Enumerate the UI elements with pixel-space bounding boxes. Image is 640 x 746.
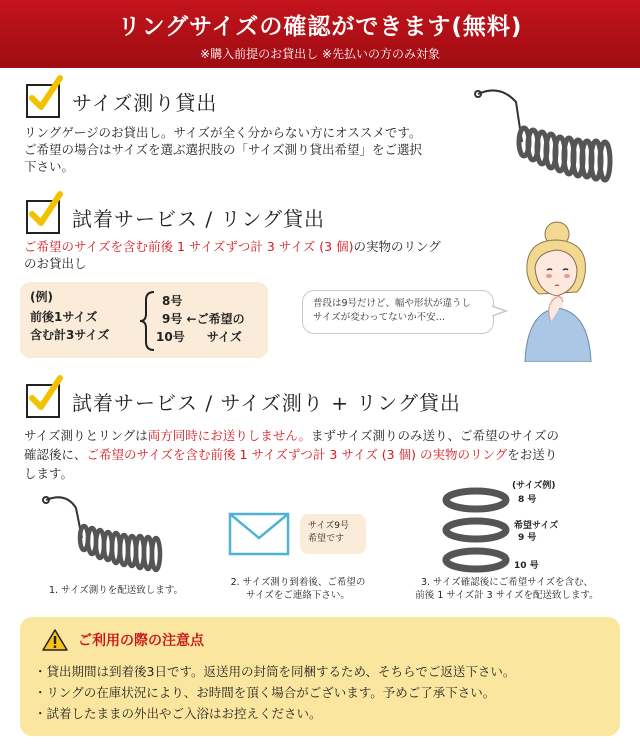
section2-body xyxy=(24,238,441,272)
section2-title: 試着サービス / リング貸出 xyxy=(72,206,326,231)
ring-gauge-small-illustration xyxy=(42,494,182,578)
example-left-line2: 含む計3サイズ xyxy=(30,328,110,342)
example-bottom-note: サイズ xyxy=(206,330,242,344)
note-line: サイズ9号 xyxy=(308,521,350,531)
checkbox-icon xyxy=(26,200,60,234)
section2-body-text: の実物のリング xyxy=(353,239,441,254)
example-label: (例) xyxy=(30,290,53,304)
notice-item: ・リングの在庫状況により、お時間を頂く場合がございます。予めご了承下さい。 xyxy=(34,685,496,700)
checkbox-icon xyxy=(26,84,60,118)
example-size-mid: 9号 xyxy=(162,312,183,326)
banner-subtitle: ※購入前提のお貸出し ※先払いの方のみ対象 xyxy=(200,47,440,61)
notice-item: ・貸出期間は到着後3日です。返送用の封筒を同梱するため、そちらでご返送下さい。 xyxy=(34,664,516,679)
section2-body-highlight: ご希望のサイズを含む前後 1 サイズずつ計 3 サイズ (3 個) xyxy=(24,239,354,254)
step3-line: 前後 1 サイズ計 3 サイズを配送致します。 xyxy=(415,590,599,601)
section3-highlight: 両方同時にお送りしません。 xyxy=(147,428,312,443)
bubble-line: 普段は9号だけど、幅や形状が違うし xyxy=(313,298,472,309)
notice-title: ご利用の際の注意点 xyxy=(78,633,204,649)
step2-caption xyxy=(214,576,382,602)
warning-icon xyxy=(42,629,68,651)
rings-mid-label: 希望サイズ xyxy=(514,521,559,531)
step2-line: サイズをご連絡下さい。 xyxy=(246,590,350,601)
section3-text: をお送り xyxy=(507,447,558,462)
three-rings-illustration xyxy=(440,486,512,578)
woman-illustration xyxy=(505,212,625,362)
section3-text: まずサイズ測りのみ送り、ご希望のサイズの xyxy=(311,428,560,443)
section3-body xyxy=(24,426,559,483)
note-line: 希望です xyxy=(308,534,345,544)
notice-heading xyxy=(42,629,204,651)
section1-body-line: 下さい。 xyxy=(24,159,75,174)
section1-title: サイズ測り貸出 xyxy=(72,90,218,115)
size-example-box xyxy=(20,282,268,358)
banner-title: リングサイズの確認ができます(無料) xyxy=(117,14,523,40)
section2-body-line2: のお貸出し xyxy=(24,256,87,271)
rings-size-mid: 9 号 xyxy=(518,533,537,543)
speech-bubble xyxy=(302,290,494,334)
header-banner xyxy=(0,0,640,68)
section3-text: サイズ測りとリングは xyxy=(24,428,148,443)
envelope-icon xyxy=(228,512,290,556)
notice-box xyxy=(20,617,620,736)
section2-heading xyxy=(26,200,325,234)
step3-line: 3. サイズ確認後にご希望サイズを含む、 xyxy=(420,577,594,588)
section3-text: 確認後に、 xyxy=(24,447,87,462)
notice-item: ・試着したままの外出やご入浴はお控えください。 xyxy=(34,706,322,721)
section1-heading xyxy=(26,84,217,118)
ring-gauge-illustration xyxy=(470,82,620,190)
section1-body xyxy=(24,124,422,175)
notice-list xyxy=(34,661,515,724)
checkbox-icon xyxy=(26,384,60,418)
rings-size-bottom: 10 号 xyxy=(514,561,539,571)
example-size-bottom: 10号 xyxy=(156,330,185,344)
section3-heading xyxy=(26,384,461,418)
step2-line: 2. サイズ測り到着後、ご希望の xyxy=(230,577,366,588)
brace-icon xyxy=(138,290,158,352)
size-note-bubble xyxy=(300,514,366,554)
step1-caption: 1. サイズ測りを配送致します。 xyxy=(48,585,184,596)
example-mid-note: ←ご希望の xyxy=(186,312,245,326)
section1-body-line: ご希望の場合はサイズを選ぶ選択肢の「サイズ測り貸出希望」をご選択 xyxy=(24,142,423,157)
section3-text: します。 xyxy=(24,466,74,481)
step3-caption xyxy=(398,576,616,602)
rings-size-top: 8 号 xyxy=(518,495,537,505)
example-left-line1: 前後1サイズ xyxy=(30,310,98,324)
example-size-top: 8号 xyxy=(162,294,183,308)
section3-highlight: ご希望のサイズを含む前後 1 サイズずつ計 3 サイズ (3 個) の実物のリング xyxy=(86,447,508,462)
bubble-line: サイズが変わってないか不安… xyxy=(313,312,446,323)
section3-title: 試着サービス / サイズ測り + リング貸出 xyxy=(72,390,461,415)
rings-example-label: (サイズ例) xyxy=(512,481,556,491)
section1-body-line: リングゲージのお貸出し。サイズが全く分からない方にオススメです。 xyxy=(24,125,422,140)
